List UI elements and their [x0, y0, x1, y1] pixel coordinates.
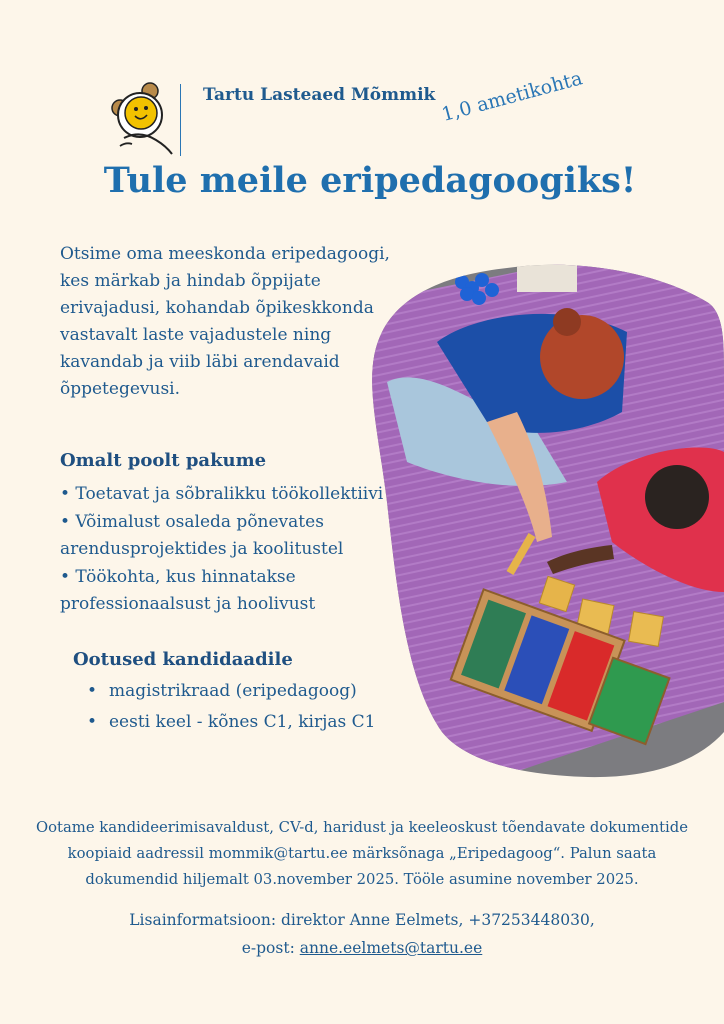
application-instructions: Ootame kandideerimisavaldust, CV-d, haridust ja keeleoskust tõendavate dokumentide koopiaid aadressil mommik@tartu.ee märksõnaga „Eripedagoog“. Palun saata dokumendid hiljemalt 03.november 2025. Tööle asumine november 2025.	[35, 819, 689, 888]
bear-clock-logo-icon	[110, 82, 184, 156]
contact-line: Lisainformatsioon: direktor Anne Eelmets, +37253448030,	[129, 911, 595, 929]
page-title: Tule meile eripedagoogiks!	[103, 160, 637, 201]
expectations-list	[83, 676, 375, 738]
logo-divider	[180, 84, 181, 156]
position-count: 1,0 ametikohta	[439, 67, 585, 126]
teacher-child-photo	[367, 262, 724, 778]
organization-name: Tartu Lasteaed Mõmmik	[203, 85, 436, 105]
list-item: • magistrikraad (eripedagoog)	[83, 676, 375, 707]
list-item: • Võimalust osaleda põnevates arendusprojektides ja koolitustel	[60, 511, 344, 559]
list-item: • Töökohta, kus hinnatakse professionaalsust ja hoolivust	[60, 566, 316, 614]
expectations-heading: Ootused kandidaadile	[73, 649, 293, 670]
list-item: • Toetavat ja sõbralikku töökollektiivi	[60, 484, 384, 504]
email-line	[20, 934, 704, 962]
contact-info	[20, 906, 704, 962]
email-link[interactable]: anne.eelmets@tartu.ee	[299, 939, 483, 957]
intro-text: Otsime oma meeskonda eripedagoogi, kes märkab ja hindab õppijate erivajadusi, kohandab õpikeskkonda vastavalt laste vajadustele ning kavandab ja viib läbi arendavaid õppetegevusi.	[60, 244, 390, 399]
list-item: • eesti keel - kõnes C1, kirjas C1	[83, 707, 375, 738]
offer-heading: Omalt poolt pakume	[60, 450, 267, 471]
email-label: e-post:	[241, 939, 295, 957]
offer-list	[60, 481, 400, 619]
